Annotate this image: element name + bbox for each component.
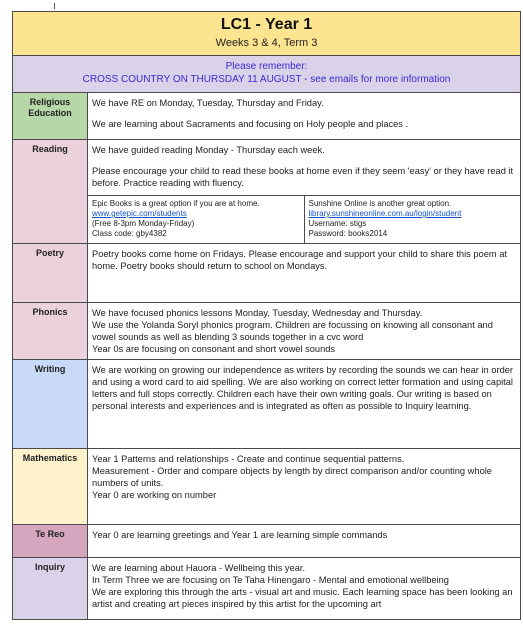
poetry-label: Poetry bbox=[13, 244, 88, 303]
inquiry-content bbox=[88, 558, 521, 620]
phonics-line-2: We use the Yolanda Soryl phonics program. Children are focussing on knowing all consonant and vowel sounds as well as blending 3 sounds together in a cvc word bbox=[92, 320, 493, 342]
page-title: LC1 - Year 1 bbox=[220, 16, 313, 33]
tereo-label: Te Reo bbox=[13, 525, 88, 558]
religious-content bbox=[88, 93, 521, 140]
newsletter-table bbox=[12, 11, 521, 620]
reminder-cell bbox=[13, 56, 521, 93]
epic-class-code: Class code: gby4382 bbox=[92, 229, 167, 238]
tereo-row bbox=[13, 525, 521, 558]
maths-row bbox=[13, 449, 521, 525]
sunshine-password: Password: books2014 bbox=[308, 229, 388, 238]
reading-resources bbox=[88, 195, 520, 243]
reading-label: Reading bbox=[13, 140, 88, 244]
inquiry-row bbox=[13, 558, 521, 620]
page-subtitle: Weeks 3 & 4, Term 3 bbox=[215, 37, 318, 49]
writing-content: We are working on growing our independence as writers by recording the sounds we can hear in order and using a word card to aid spelling. We are also working on correct letter formation and using capital letters and full stops correctly. Children each have their own writing goals. Our writing is based on personal interests and experiences and is integrated as often as possible to Inquiry learning. bbox=[88, 360, 521, 449]
sunshine-online-box bbox=[304, 196, 521, 243]
epic-books-box bbox=[88, 196, 304, 243]
title-row bbox=[13, 12, 521, 56]
phonics-line-1: We have focused phonics lessons Monday, Tuesday, Wednesday and Thursday. bbox=[92, 308, 423, 318]
inquiry-line-1: We are learning about Hauora - Wellbeing this year. bbox=[92, 563, 306, 573]
phonics-line-3: Year 0s are focusing on consonant and short vowel sounds bbox=[92, 344, 336, 354]
writing-row bbox=[13, 360, 521, 449]
religious-line-2: We are learning about Sacraments and focusing on Holy people and places . bbox=[92, 119, 409, 129]
inquiry-line-3: We are exploring this through the arts - visual art and music. Each learning space has been looking an artist and creating art pieces inspired by this artist for the upcoming art bbox=[92, 587, 513, 609]
religious-row bbox=[13, 93, 521, 140]
poetry-row bbox=[13, 244, 521, 303]
sunshine-username: Username: stigs bbox=[308, 219, 367, 228]
maths-content bbox=[88, 449, 521, 525]
reading-content bbox=[88, 140, 521, 244]
sunshine-link[interactable]: library.sunshineonline.com.au/login/student bbox=[308, 209, 462, 218]
maths-label: Mathematics bbox=[13, 449, 88, 525]
writing-label: Writing bbox=[13, 360, 88, 449]
sunshine-intro: Sunshine Online is another great option. bbox=[308, 199, 452, 208]
phonics-label: Phonics bbox=[13, 303, 88, 360]
inquiry-line-2: In Term Three we are focusing on Te Taha Hinengaro - Mental and emotional wellbeing bbox=[92, 575, 449, 585]
tereo-content: Year 0 are learning greetings and Year 1 are learning simple commands bbox=[88, 525, 521, 558]
maths-line-1: Year 1 Patterns and relationships - Create and continue sequential patterns. bbox=[92, 454, 405, 464]
reading-line-2: Please encourage your child to read these books at home even if they seem 'easy' or they have read it before. Practice reading with fluency. bbox=[92, 166, 514, 188]
religious-line-1: We have RE on Monday, Tuesday, Thursday and Friday. bbox=[92, 98, 324, 108]
reading-line-1: We have guided reading Monday - Thursday each week. bbox=[92, 145, 325, 155]
phonics-row bbox=[13, 303, 521, 360]
reminder-title: Please remember: bbox=[225, 61, 308, 72]
epic-link[interactable]: www.getepic.com/students bbox=[92, 209, 187, 218]
phonics-content bbox=[88, 303, 521, 360]
maths-line-3: Year 0 are working on number bbox=[92, 490, 217, 500]
reminder-row bbox=[13, 56, 521, 93]
maths-line-2: Measurement - Order and compare objects by length by direct comparison and/or counting whole numbers of units. bbox=[92, 466, 492, 488]
epic-intro: Epic Books is a great option if you are at home. bbox=[92, 199, 260, 208]
epic-hours: (Free 8-3pm Monday-Friday) bbox=[92, 219, 195, 228]
inquiry-label: Inquiry bbox=[13, 558, 88, 620]
title-cell bbox=[13, 12, 521, 56]
reminder-text: CROSS COUNTRY ON THURSDAY 11 AUGUST - see emails for more information bbox=[82, 74, 451, 85]
reading-row bbox=[13, 140, 521, 244]
ruler-tick bbox=[54, 3, 55, 9]
poetry-content: Poetry books come home on Fridays. Please encourage and support your child to share this poem at home. Poetry books should return to school on Mondays. bbox=[88, 244, 521, 303]
religious-label: Religious Education bbox=[13, 93, 88, 140]
